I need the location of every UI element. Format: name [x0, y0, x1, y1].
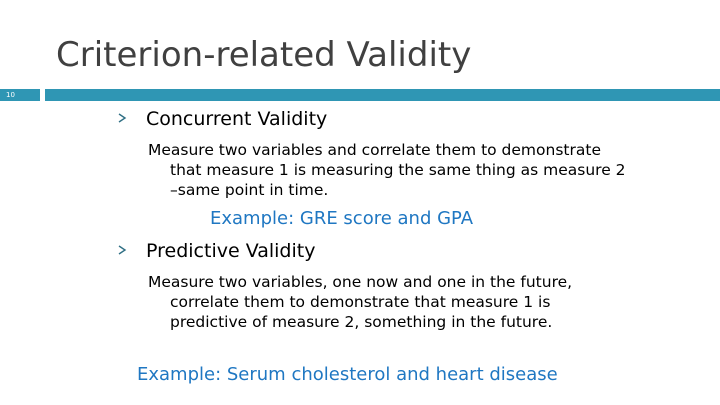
- section-concurrent-heading: [118, 108, 327, 130]
- section-heading-label: Concurrent Validity: [146, 108, 328, 130]
- section-predictive-heading: [118, 240, 315, 262]
- section-concurrent-example: Example: GRE score and GPA: [210, 208, 474, 229]
- section-heading-label: Predictive Validity: [146, 240, 316, 262]
- slide-number: 10: [6, 91, 15, 99]
- section-predictive-description: Measure two variables, one now and one in the future, correlate them to demonstrate that measure 1 is predictive of measure 2, something in the future.: [148, 273, 573, 331]
- section-predictive-example: Example: Serum cholesterol and heart disease: [137, 364, 558, 385]
- arrow-bullet-icon: [118, 112, 146, 127]
- arrow-bullet-icon: [118, 244, 146, 259]
- section-concurrent-description: Measure two variables and correlate them to demonstrate that measure 1 is measuring the same thing as measure 2 –same point in time.: [148, 141, 626, 199]
- slide-title: Criterion-related Validity: [56, 35, 472, 75]
